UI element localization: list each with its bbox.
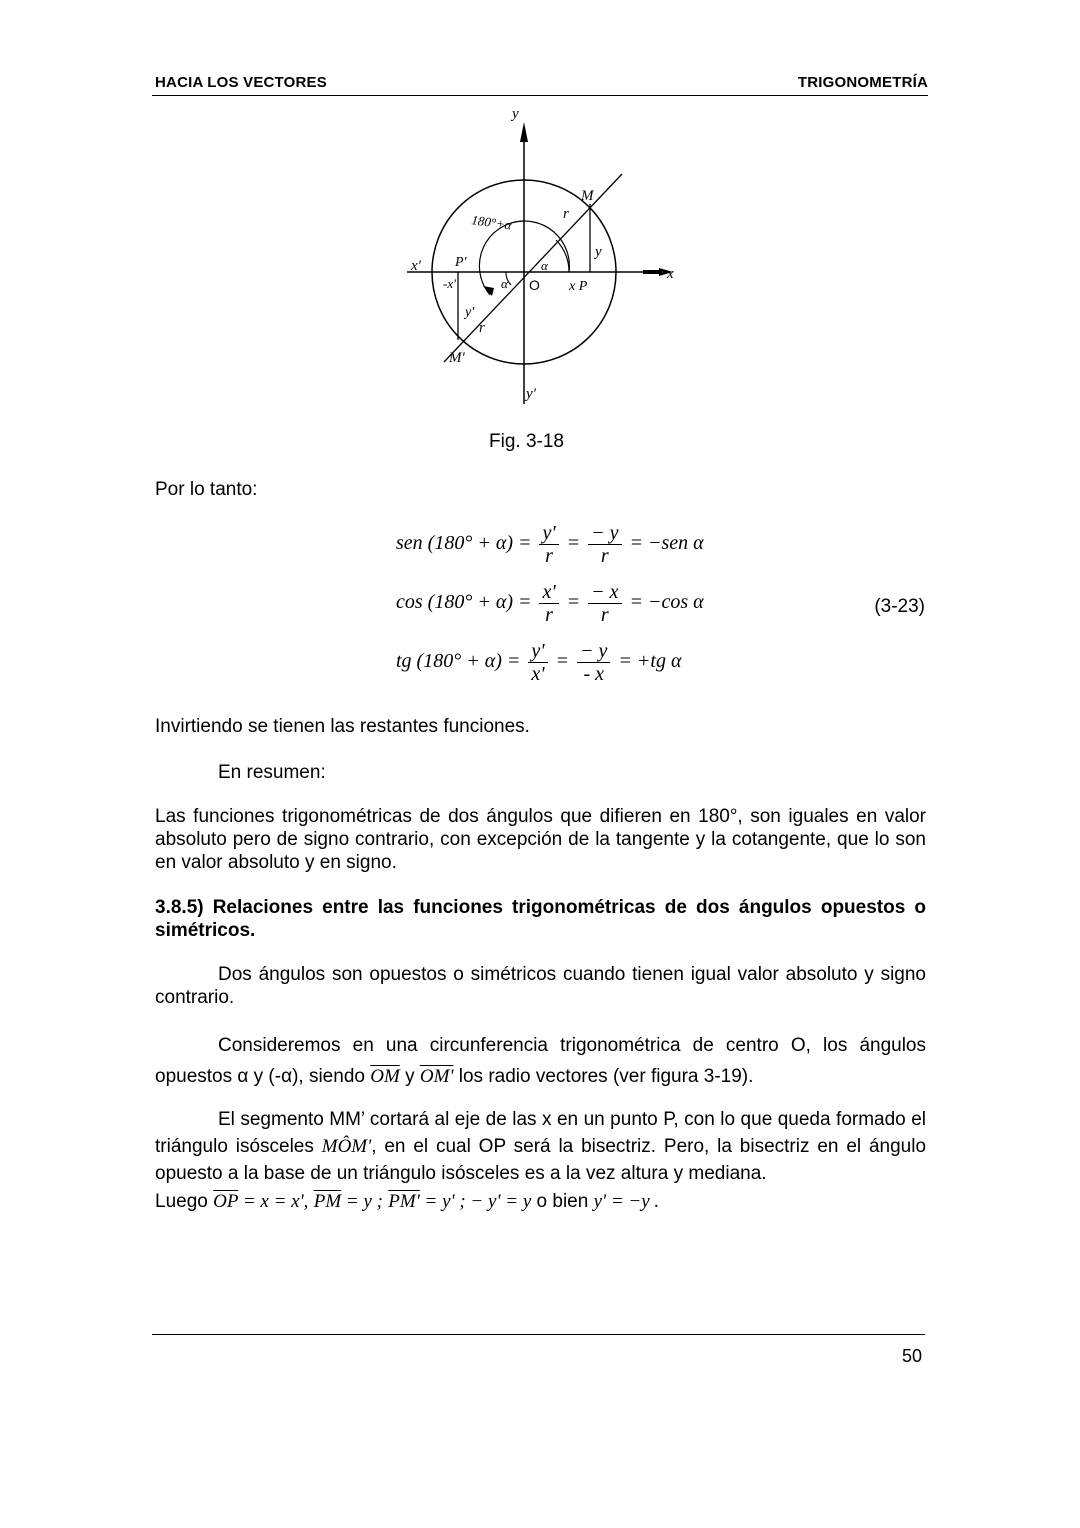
paragraph-opuestos: Dos ángulos son opuestos o simétricos cuando tienen igual valor absoluto y signo contrario.: [155, 964, 926, 1008]
section-heading: 3.8.5) Relaciones entre las funciones trigonométricas de dos ángulos opuestos o simétricos.: [155, 897, 926, 941]
label-P-prime: P': [455, 255, 467, 270]
figure-caption: Fig. 3-18: [489, 431, 564, 452]
label-P: x P: [569, 279, 588, 294]
intro-text: Por lo tanto:: [155, 479, 258, 500]
equation-cos: cos (180° + α) = $\frac{x'}{r}$ = $\frac{- x}{r}$ = −cos α: [396, 581, 704, 626]
paragraph-resumen: En resumen:: [218, 762, 326, 783]
label-alpha-top: α: [541, 258, 548, 273]
label-y: y: [512, 106, 519, 122]
radius-line: [444, 174, 622, 362]
label-alpha-bottom: α: [501, 276, 508, 291]
alpha-arc: [556, 240, 569, 272]
page-number: 50: [901, 1346, 922, 1366]
header-rule: [152, 95, 928, 96]
label-O: O: [529, 277, 540, 293]
label-M: M: [581, 188, 594, 204]
label-neg-x-prime: -x': [443, 276, 456, 291]
label-r-top: r: [563, 206, 569, 222]
paragraph-consideremos: Consideremos en una circunferencia trigonométrica de centro O, los ángulos opuestos α y (-α), siendo $\overline{OM}$ y OM' los radio vectores (ver figura 3-19).: [155, 1035, 926, 1087]
label-M-prime: M': [449, 350, 465, 366]
label-180-plus-alpha: 180°+α: [470, 212, 513, 233]
trig-circle-svg: [395, 100, 695, 412]
footer-rule: [152, 1334, 925, 1335]
paragraph-luego: Luego $\overline{OP} = x = x'$, $\overline{PM} = y$ ; PM' = y' ; − y' = y o bien y' = −y .: [155, 1191, 660, 1212]
trig-circle-figure: [395, 100, 695, 412]
header-left: HACIA LOS VECTORES: [155, 74, 327, 91]
label-x-prime: x': [411, 258, 421, 274]
y-axis-arrow: [520, 122, 528, 142]
label-y-prime-segment: y': [465, 305, 475, 320]
equation-sen: sen (180° + α) = $\frac{y'}{r}$ = $\frac{- y}{r}$ = −sen α: [396, 522, 704, 567]
equation-number: (3-23): [874, 596, 925, 617]
paragraph-invirtiendo: Invirtiendo se tienen las restantes funciones.: [155, 716, 530, 737]
label-x: x: [667, 266, 674, 282]
paragraph-summary: Las funciones trigonométricas de dos ángulos que difieren en 180°, son iguales en valor absoluto pero de signo contrario, con excepción de la tangente y la cotangente, que lo son en valor absoluto y en signo.: [155, 806, 926, 873]
angle-arc-arrow: [483, 286, 494, 296]
label-y-segment: y: [595, 244, 602, 260]
label-r-bottom: r: [479, 320, 485, 336]
equation-tg: tg (180° + α) = $\frac{y'}{x'}$ = $\frac{- y}{- x}$ = +tg α: [396, 640, 682, 685]
label-y-prime: y': [526, 386, 536, 402]
paragraph-segmento: El segmento MM’ cortará al eje de las x en un punto P, con lo que queda formado el triángulo isósceles MÔM', en el cual OP será la bisectriz. Pero, la bisectriz en el ángulo opuesto a la base de un triángulo isósceles es a la vez altura y mediana.: [155, 1109, 927, 1184]
header-right: TRIGONOMETRÍA: [797, 74, 928, 91]
